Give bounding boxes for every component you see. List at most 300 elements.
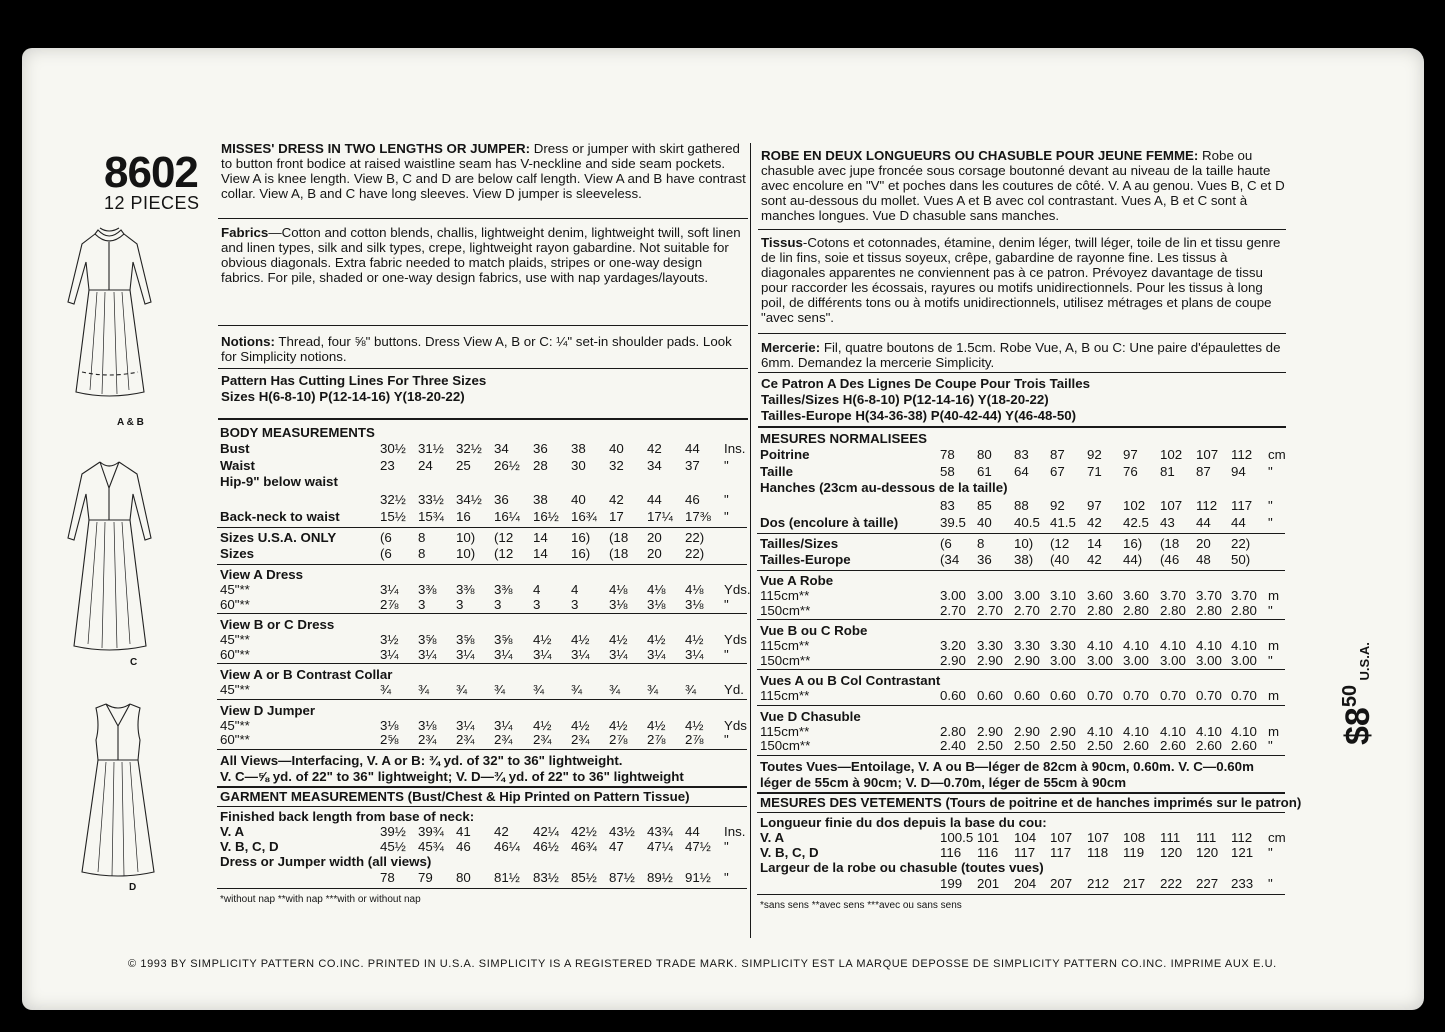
table-cell: 117 (1050, 844, 1072, 860)
table-cell: 50) (1231, 552, 1251, 567)
fabric-width-label: 45"** (220, 582, 250, 597)
table-cell: 2.50 (1050, 738, 1076, 753)
table-cell: 4½ (685, 717, 704, 733)
table-cell: 2.80 (1087, 602, 1113, 618)
fabric-width-label: 150cm** (760, 652, 811, 668)
table-cell: 48 (1196, 552, 1211, 567)
dress-illustration-a-b (62, 222, 157, 412)
table-cell: 3⅛ (647, 596, 666, 612)
table-cell: 25 (456, 457, 471, 473)
table-cell: 17⅜ (685, 508, 711, 524)
table-cell: 15½ (380, 508, 406, 524)
table-cell: 4½ (685, 632, 704, 647)
divider (757, 533, 1285, 534)
view-label-d: D (129, 882, 137, 893)
table-cell: 3 (418, 596, 426, 612)
table-cell: 3.00 (1087, 652, 1113, 668)
table-cell: 2⅞ (609, 732, 628, 747)
table-cell: 2¾ (494, 732, 513, 747)
table-cell: 217 (1123, 875, 1146, 891)
table-cell: 20 (1196, 536, 1211, 551)
table-cell: 2.50 (1087, 738, 1113, 753)
table-cell: ¾ (380, 682, 392, 697)
table-cell: 8 (977, 536, 985, 551)
table-cell: 14 (533, 546, 548, 561)
row-label: Back-neck to waist (220, 508, 340, 524)
pattern-number: 8602 (104, 148, 198, 197)
table-cell: 16 (456, 508, 471, 524)
yardage-group-title: View D Jumper (220, 702, 316, 718)
price-country: U.S.A. (1357, 642, 1372, 681)
table-cell: 94 (1231, 463, 1246, 479)
divider (758, 333, 1286, 334)
unit-label: " (724, 508, 729, 524)
table-cell: 3 (533, 596, 541, 612)
divider (217, 699, 747, 700)
table-cell: 2.80 (1196, 602, 1222, 618)
table-cell: 16¾ (571, 508, 597, 524)
table-cell: 23 (380, 457, 395, 473)
table-cell: 40.5 (1014, 514, 1040, 530)
table-cell: 83 (940, 498, 955, 513)
table-cell: 227 (1196, 875, 1219, 891)
table-cell: 3 (456, 596, 464, 612)
table-cell: 2.60 (1231, 738, 1257, 753)
table-cell: (18 (609, 530, 629, 545)
fabric-width-label: 45"** (220, 682, 250, 697)
table-cell: 34½ (456, 492, 482, 507)
divider (218, 218, 748, 219)
table-cell: 2.90 (940, 652, 966, 668)
table-cell: 204 (1014, 875, 1037, 891)
french-sizes-line-1: Tailles/Sizes H(6-8-10) P(12-14-16) Y(18-20-22) (761, 392, 1049, 407)
table-cell: (12 (494, 546, 514, 561)
table-cell: 0.70 (1231, 688, 1257, 703)
table-cell: 0.60 (940, 688, 966, 703)
table-cell: 44 (685, 823, 700, 839)
table-cell: 107 (1087, 829, 1110, 845)
french-notions: Mercerie: Fil, quatre boutons de 1.5cm. Robe Vue, A, B ou C: Une paire d'épaulettes de 6mm. Demandez la mercerie Simplicity. (761, 340, 1281, 370)
table-cell: 41.5 (1050, 514, 1076, 530)
sizes-label: Tailles-Europe (760, 552, 851, 567)
divider (217, 749, 747, 750)
table-cell: 4⅛ (647, 582, 666, 597)
row-label: V. A (760, 829, 785, 845)
table-cell: 3.70 (1196, 588, 1222, 603)
yardage-group-title: Vue D Chasuble (760, 708, 861, 724)
table-cell: 3.00 (1050, 652, 1076, 668)
table-cell: (40 (1050, 552, 1070, 567)
table-cell: 2.60 (1123, 738, 1149, 753)
row-label: Poitrine (760, 447, 810, 462)
table-cell: 92 (1087, 447, 1102, 462)
table-cell: 42¼ (533, 823, 559, 839)
view-label-c: C (130, 657, 138, 668)
table-cell: 2.90 (977, 723, 1003, 739)
table-cell: 4½ (647, 717, 666, 733)
divider (217, 564, 747, 565)
table-cell: 2.80 (940, 723, 966, 739)
table-cell: 3¼ (456, 646, 475, 662)
footnote: *without nap **with nap ***with or without nap (220, 893, 421, 905)
table-cell: 30½ (380, 441, 406, 456)
table-cell: 38 (571, 441, 586, 456)
table-cell: 207 (1050, 875, 1073, 891)
table-cell: 10) (1014, 536, 1034, 551)
table-cell: 40 (571, 492, 586, 507)
table-cell: 4½ (609, 717, 628, 733)
table-cell: 3½ (380, 632, 399, 647)
table-cell: 10) (456, 530, 476, 545)
sizes-label: Sizes (220, 546, 255, 561)
table-cell: 107 (1160, 498, 1183, 513)
table-cell: 4.10 (1231, 723, 1257, 739)
table-cell: 3.30 (977, 638, 1003, 653)
table-cell: 87 (1196, 463, 1211, 479)
table-cell: 78 (380, 869, 395, 885)
width-title: Dress or Jumper width (all views) (220, 853, 432, 869)
divider (757, 669, 1285, 670)
table-cell: 36 (494, 492, 509, 507)
table-cell: 58 (940, 463, 955, 479)
table-cell: 39.5 (940, 514, 966, 530)
table-cell: 2.90 (1014, 652, 1040, 668)
sizes-line: Sizes H(6-8-10) P(12-14-16) Y(18-20-22) (221, 389, 465, 404)
table-cell: 61 (977, 463, 992, 479)
table-cell: 16½ (533, 508, 559, 524)
table-cell: 3⅜ (456, 582, 475, 597)
table-cell: 3.30 (1014, 638, 1040, 653)
table-cell: 2.80 (1123, 602, 1149, 618)
table-cell: 3¼ (647, 646, 666, 662)
table-cell: 2.70 (1014, 602, 1040, 618)
row-label: V. B, C, D (760, 844, 819, 860)
table-cell: 3¼ (609, 646, 628, 662)
table-cell: 15¾ (418, 508, 444, 524)
table-cell: (46 (1160, 552, 1180, 567)
unit-label: m (1268, 638, 1280, 653)
unit-label: Yds (724, 632, 747, 647)
table-cell: 233 (1231, 875, 1254, 891)
finished-back-length-title: Finished back length from base of neck: (220, 808, 475, 824)
table-cell: 30 (571, 457, 586, 473)
table-cell: 81 (1160, 463, 1175, 479)
table-cell: 46¼ (494, 838, 520, 854)
table-cell: 42.5 (1123, 514, 1149, 530)
table-cell: 39½ (380, 823, 406, 839)
table-cell: 2⅞ (647, 732, 666, 747)
yardage-group-title: Vue B ou C Robe (760, 623, 868, 638)
unit-label: " (724, 869, 729, 885)
unit-label: Yd. (724, 682, 744, 697)
table-cell: 0.60 (1050, 688, 1076, 703)
table-cell: 2¾ (571, 732, 590, 747)
row-label: V. A (220, 823, 245, 839)
french-description: ROBE EN DEUX LONGUEURS OU CHASUBLE POUR JEUNE FEMME: Robe ou chasuble avec jupe froncée sous corsage boutonné devant au niveau de la taille haute avec encolure en "V" et poches dans les coutures de côté. V. A au genou. Vues B, C et D sont au-dessous du mollet. Vues A et B avec col contrastant. Vues A, B et C sont à manches longues. Vue D chasuble sans manches. (761, 148, 1285, 223)
table-cell: 41 (456, 823, 471, 839)
divider (757, 755, 1285, 756)
table-cell: 3⅜ (494, 582, 513, 597)
table-cell: 3.60 (1087, 588, 1113, 603)
table-cell: 4.10 (1123, 723, 1149, 739)
table-cell: 2.70 (977, 602, 1003, 618)
table-cell: 2¾ (456, 732, 475, 747)
table-cell: 34 (647, 457, 662, 473)
unit-label: " (724, 838, 729, 854)
interfacing-note-2: léger de 55cm à 90cm; V. D—0.70m, léger de 55cm à 90cm (760, 774, 1127, 790)
unit-label: " (1268, 514, 1273, 530)
column-divider (750, 143, 751, 938)
table-cell: 64 (1014, 463, 1029, 479)
table-cell: 42 (494, 823, 509, 839)
table-cell: 16) (571, 530, 591, 545)
table-cell: 97 (1123, 447, 1138, 462)
table-cell: 2⅞ (685, 732, 704, 747)
fabric-width-label: 150cm** (760, 602, 811, 618)
table-cell: 83½ (533, 869, 559, 885)
unit-label: Ins. (724, 823, 746, 839)
table-cell: 36 (533, 441, 548, 456)
table-cell: 34 (494, 441, 509, 456)
table-cell: 22) (685, 546, 705, 561)
yardage-group-title: View A or B Contrast Collar (220, 667, 393, 682)
interfacing-note-2: V. C—⅝ yd. of 22" to 36" lightweight; V. D—¾ yd. of 22" to 36" lightweight (220, 768, 684, 784)
table-cell: 88 (1014, 498, 1029, 513)
table-cell: 20 (647, 546, 662, 561)
table-cell: 32½ (456, 441, 482, 456)
table-cell: 4½ (533, 717, 552, 733)
table-cell: 2.60 (1160, 738, 1186, 753)
table-cell: 14 (533, 530, 548, 545)
table-cell: 2.70 (940, 602, 966, 618)
table-cell: 100.5 (940, 829, 974, 845)
table-cell: 89½ (647, 869, 673, 885)
table-cell: 2.90 (1050, 723, 1076, 739)
table-cell: 38) (1014, 552, 1034, 567)
table-cell: 4½ (571, 717, 590, 733)
table-cell: 102 (1123, 498, 1146, 513)
divider (217, 806, 747, 807)
table-cell: 39¾ (418, 823, 444, 839)
copyright-line: © 1993 BY SIMPLICITY PATTERN CO.INC. PRINTED IN U.S.A. SIMPLICITY IS A REGISTERED TRADE MARK. SIMPLICITY EST LA MARQUE DEPOSSE DE SIMPLICITY PATTERN CO.INC. IMPRIME AUX E.U. (128, 958, 1277, 970)
table-cell: 3⅛ (685, 596, 704, 612)
row-label: Waist (220, 457, 255, 473)
jumper-illustration-d (78, 700, 158, 880)
table-cell: 3.00 (977, 588, 1003, 603)
yardage-group-title: View B or C Dress (220, 617, 335, 632)
table-cell: 85 (977, 498, 992, 513)
table-cell: 3¼ (571, 646, 590, 662)
table-cell: 46½ (533, 838, 559, 854)
table-cell: 2.80 (1160, 602, 1186, 618)
table-cell: 3.00 (940, 588, 966, 603)
table-cell: 2.40 (940, 738, 966, 753)
cutting-lines-note: Pattern Has Cutting Lines For Three Sizes (221, 373, 487, 388)
table-cell: ¾ (609, 682, 621, 697)
table-cell: 4.10 (1087, 723, 1113, 739)
table-cell: 17 (609, 508, 624, 524)
table-cell: 91½ (685, 869, 711, 885)
table-cell: 199 (940, 875, 963, 891)
yardage-group-title: View A Dress (220, 567, 304, 582)
table-cell: 42½ (571, 823, 597, 839)
table-cell: 46 (456, 838, 471, 854)
unit-label: Yds (724, 717, 747, 733)
table-cell: 3¼ (456, 717, 475, 733)
table-cell: 42 (647, 441, 662, 456)
unit-label: " (724, 732, 729, 747)
french-fabrics: Tissus-Cotons et cotonnades, étamine, denim léger, twill léger, toile de lin et tissu genre de lin fins, soie et tissus soyeux, crêpe, gabardine de rayonne fine. Les tissus à diagonales apparentes ne conviennent pas à ce patron. Prévoyez davantage de tissu pour raccorder les écossais, rayures ou motifs unidirectionnels. Pour les tissus à long poil, de différents tons ou à motifs unidirectionnels, utilisez métrages et plans de coupe "avec sens". (761, 235, 1281, 325)
sizes-label: Tailles/Sizes (760, 536, 839, 551)
width-title: Largeur de la robe ou chasuble (toutes vues) (760, 859, 1044, 875)
unit-label: cm (1268, 829, 1286, 845)
table-cell: 3 (571, 596, 579, 612)
price-tag (1339, 642, 1378, 745)
table-cell: 3.00 (1231, 652, 1257, 668)
table-cell: 2.50 (977, 738, 1003, 753)
table-cell: 3.20 (940, 638, 966, 653)
table-cell: 107 (1050, 829, 1073, 845)
table-cell: 3¼ (418, 646, 437, 662)
table-cell: 0.60 (1014, 688, 1040, 703)
table-cell: 3⅛ (609, 596, 628, 612)
fabric-width-label: 115cm** (760, 688, 810, 703)
table-cell: 67 (1050, 463, 1065, 479)
english-fabrics: Fabrics—Cotton and cotton blends, challis, lightweight denim, lightweight twill, soft linen and linen types, silk and silk types, crepe, lightweight rayon gabardine. Not suitable for obvious diagonals. Extra fabric needed to match plaids, stripes or one-way design fabrics. For pile, shaded or one-way design fabrics, use with nap yardages/layouts. (221, 225, 741, 285)
table-cell: 97 (1087, 498, 1102, 513)
table-cell: 45½ (380, 838, 406, 854)
table-cell: 111 (1160, 829, 1181, 845)
fabric-width-label: 115cm** (760, 723, 810, 739)
fabric-width-label: 115cm** (760, 588, 810, 603)
table-cell: 80 (977, 447, 992, 462)
table-cell: 111 (1196, 829, 1217, 845)
table-cell: 44 (1196, 514, 1211, 530)
row-label: Bust (220, 441, 250, 456)
table-cell: 80 (456, 869, 471, 885)
table-cell: 85½ (571, 869, 597, 885)
table-cell: (18 (1160, 536, 1180, 551)
pieces-count: 12 PIECES (104, 193, 200, 213)
table-cell: 120 (1196, 844, 1219, 860)
divider (218, 418, 748, 420)
table-cell: 26½ (494, 457, 520, 473)
body-measurements-title: BODY MEASUREMENTS (220, 425, 375, 440)
table-cell: 120 (1160, 844, 1183, 860)
table-cell: 43¾ (647, 823, 673, 839)
table-cell: 2.90 (977, 652, 1003, 668)
table-cell: 117 (1231, 498, 1253, 513)
table-cell: 2.60 (1196, 738, 1222, 753)
table-cell: 42 (1087, 552, 1102, 567)
table-cell: 78 (940, 447, 955, 462)
table-cell: 117 (1014, 844, 1036, 860)
table-cell: 17¼ (647, 508, 673, 524)
divider (217, 613, 747, 614)
table-cell: 28 (533, 457, 548, 473)
garment-measurements-title: MESURES DES VETEMENTS (Tours de poitrine et de hanches imprimés sur le patron) (760, 794, 1302, 810)
table-cell: 116 (940, 844, 962, 860)
table-cell: (6 (380, 546, 392, 561)
table-cell: (6 (380, 530, 392, 545)
table-cell: 22) (1231, 536, 1251, 551)
unit-label: " (1268, 602, 1273, 618)
table-cell: 4.10 (1196, 723, 1222, 739)
unit-label: Yds. (724, 582, 751, 597)
table-cell: 31½ (418, 441, 444, 456)
table-cell: 33½ (418, 492, 444, 507)
table-cell: 8 (418, 530, 426, 545)
table-cell: 43½ (609, 823, 635, 839)
table-cell: 0.70 (1196, 688, 1222, 703)
table-cell: 201 (977, 875, 1000, 891)
table-cell: 24 (418, 457, 433, 473)
table-cell: 4.10 (1160, 638, 1186, 653)
row-label: Hanches (23cm au-dessous de la taille) (760, 480, 1008, 495)
table-cell: 2⅞ (380, 596, 399, 612)
fabric-width-label: 45"** (220, 717, 250, 733)
table-cell: ¾ (647, 682, 659, 697)
table-cell: 3 (494, 596, 502, 612)
table-cell: 42 (1087, 514, 1102, 530)
divider (757, 619, 1285, 620)
table-cell: 212 (1087, 875, 1110, 891)
table-cell: 42 (609, 492, 624, 507)
table-cell: 3¼ (380, 646, 399, 662)
table-cell: 3.60 (1123, 588, 1149, 603)
view-label-a-b: A & B (117, 417, 144, 428)
english-description: MISSES' DRESS IN TWO LENGTHS OR JUMPER: Dress or jumper with skirt gathered to button front bodice at raised waistline seam has V-neckline and side seam pockets. View A is knee length. View B, C and D are below calf length. View A and B have contrast collar. View A, B and C have long sleeves. View D jumper is sleeveless. (221, 141, 746, 201)
table-cell: 104 (1014, 829, 1037, 845)
footnote: *sans sens **avec sens ***avec ou sans sens (760, 899, 962, 911)
table-cell: 102 (1160, 447, 1183, 462)
divider (757, 570, 1285, 571)
table-cell: 71 (1087, 463, 1102, 479)
table-cell: 8 (418, 546, 426, 561)
table-cell: 4⅛ (685, 582, 704, 597)
dress-illustration-c (62, 458, 157, 654)
divider (758, 229, 1286, 230)
price-cents: 50 (1339, 684, 1361, 708)
table-cell: 81½ (494, 869, 520, 885)
unit-label: " (1268, 875, 1273, 891)
table-cell: 3.00 (1160, 652, 1186, 668)
unit-label: " (724, 492, 729, 507)
table-cell: 222 (1160, 875, 1183, 891)
table-cell: 16) (571, 546, 591, 561)
table-cell: (6 (940, 536, 952, 551)
table-cell: 4½ (533, 632, 552, 647)
table-cell: 32½ (380, 492, 406, 507)
unit-label: Ins. (724, 441, 746, 456)
table-cell: 3¼ (380, 582, 399, 597)
table-cell: 14 (1087, 536, 1102, 551)
table-cell: 79 (418, 869, 433, 885)
table-cell: 43 (1160, 514, 1175, 530)
table-cell: 3⅛ (418, 717, 437, 733)
fabric-width-label: 45"** (220, 632, 250, 647)
divider (757, 792, 1285, 794)
price-dollar: $8 (1339, 707, 1377, 745)
table-cell: 3.00 (1123, 652, 1149, 668)
unit-label: " (724, 646, 729, 662)
table-cell: 3.10 (1050, 588, 1076, 603)
unit-label: " (1268, 463, 1273, 479)
table-cell: 20 (647, 530, 662, 545)
table-cell: 4.10 (1196, 638, 1222, 653)
table-cell: 46¾ (571, 838, 597, 854)
table-cell: 16¼ (494, 508, 520, 524)
